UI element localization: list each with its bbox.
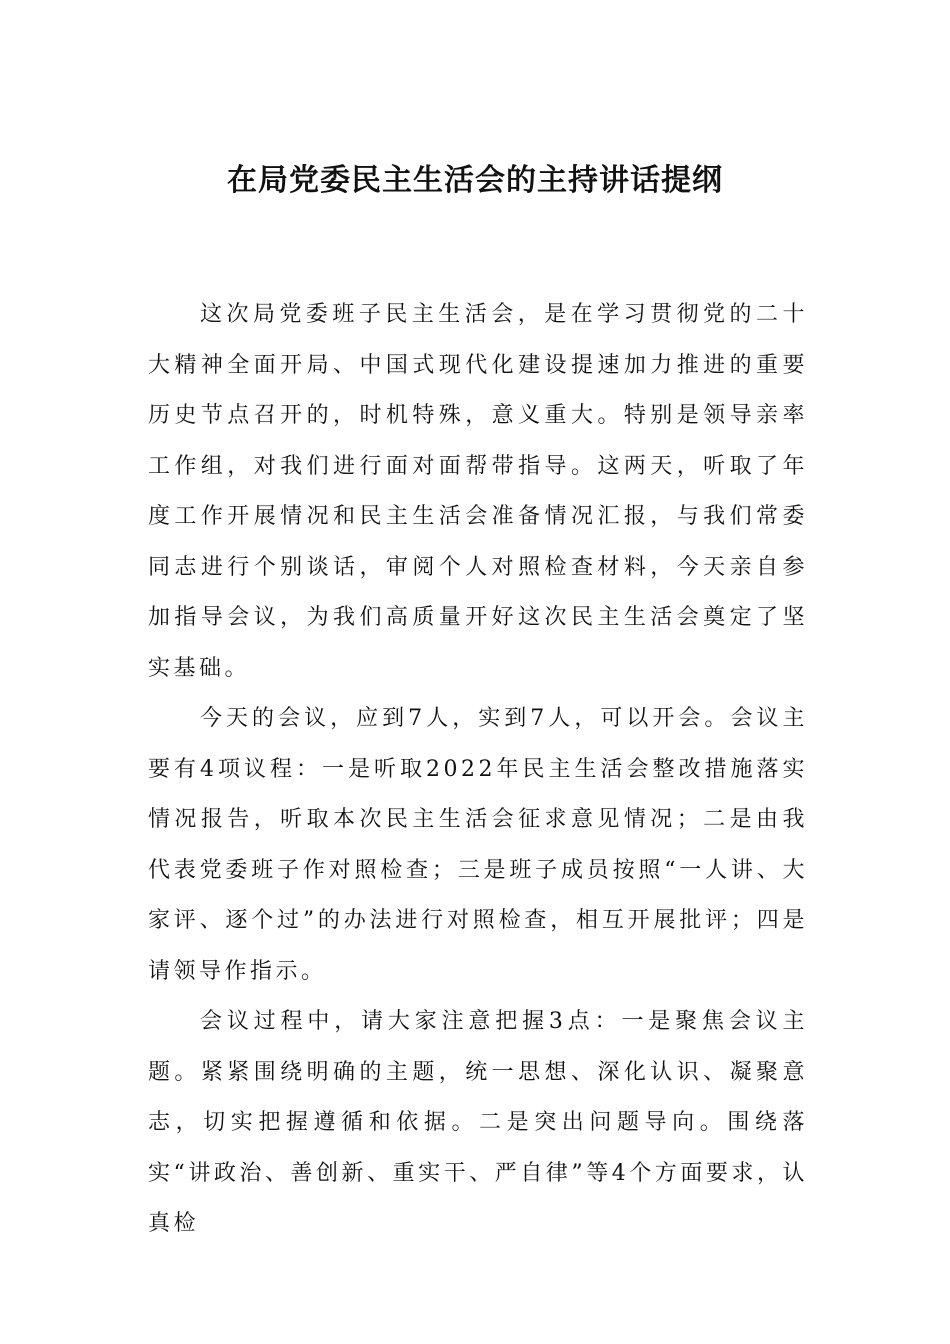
paragraph-1: 这次局党委班子民主生活会，是在学习贯彻党的二十大精神全面开局、中国式现代化建设提速加力推进的重要历史节点召开的，时机特殊，意义重大。特别是领导亲率工作组，对我们进行面对面帮带指导。这两天，听取了年度工作开展情况和民主生活会准备情况汇报，与我们常委同志进行个别谈话，审阅个人对照检查材料，今天亲自参加指导会议，为我们高质量开好这次民主生活会奠定了坚实基础。 bbox=[148, 302, 808, 681]
document-body bbox=[148, 290, 808, 1250]
paragraph-2: 今天的会议，应到7人，实到7人，可以开会。会议主要有4项议程：一是听取2022年民主生活会整改措施落实情况报告，听取本次民主生活会征求意见情况；二是由我代表党委班子作对照检查；三是班子成员按照“一人讲、大家评、逐个过”的办法进行对照检查，相互开展批评；四是请领导作指示。 bbox=[148, 706, 808, 984]
document-title: 在局党委民主生活会的主持讲话提纲 bbox=[227, 163, 723, 198]
paragraph-3: 会议过程中，请大家注意把握3点：一是聚焦会议主题。紧紧围绕明确的主题，统一思想、深化认识、凝聚意志，切实把握遵循和依据。二是突出问题导向。围绕落实“讲政治、善创新、重实干、严自律”等4个方面要求，认真检 bbox=[148, 1009, 808, 1236]
